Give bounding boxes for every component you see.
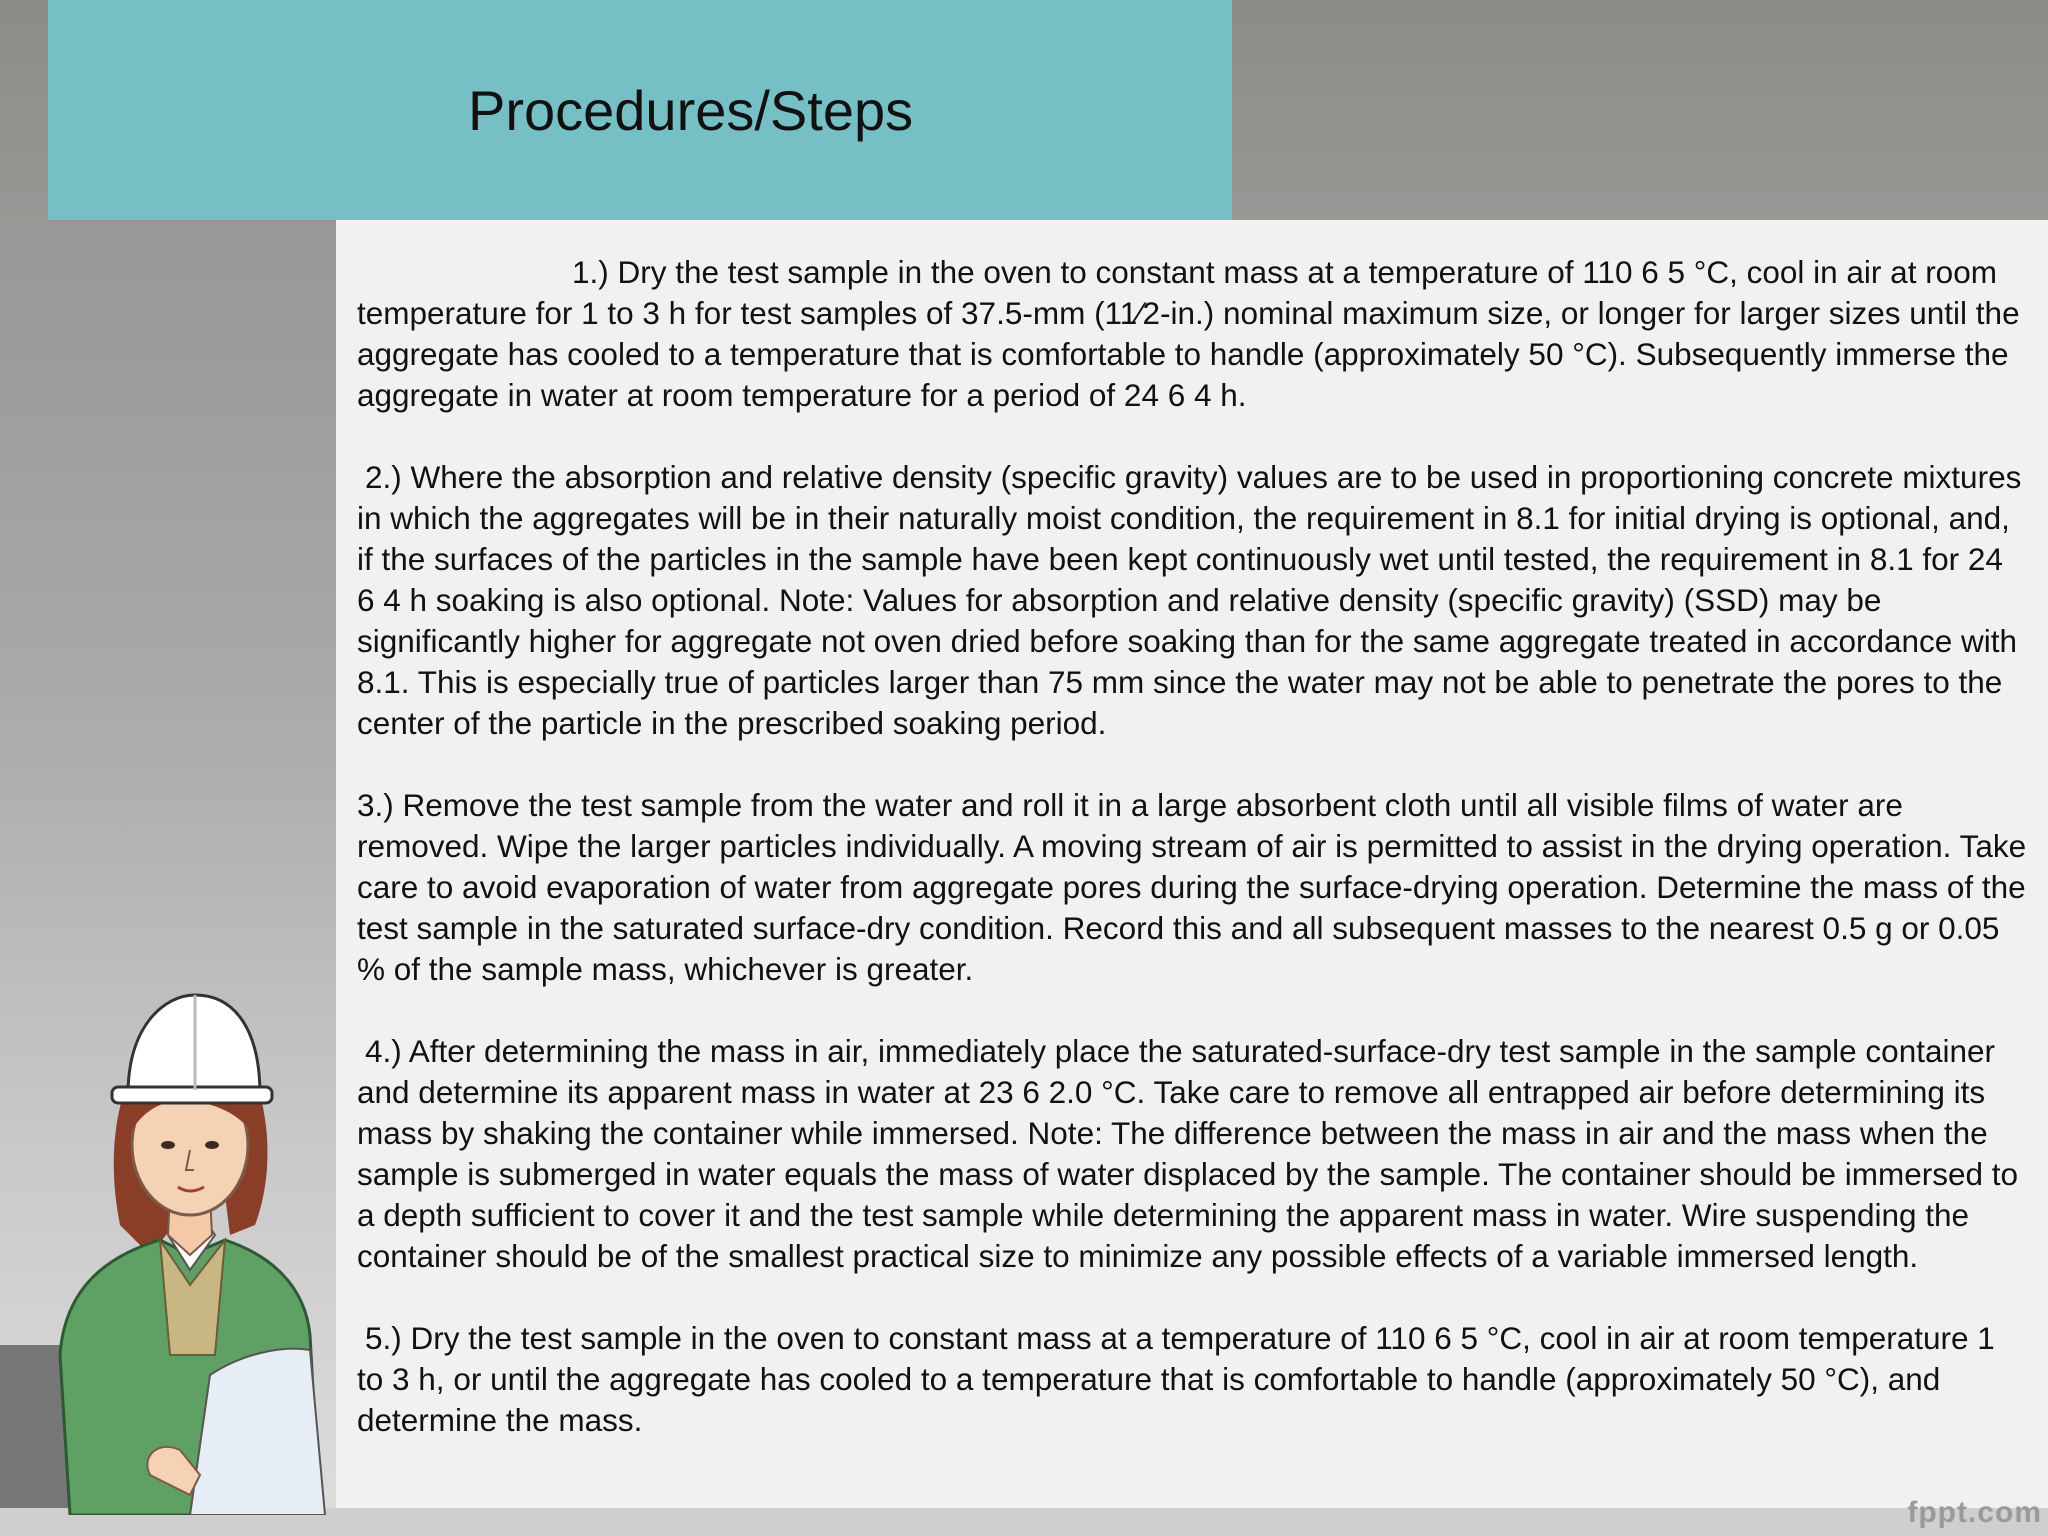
step-5: 5.) Dry the test sample in the oven to constant mass at a temperature of 110 6 5 °C, cool in air at room temperature 1 to 3 h, or until the aggregate has cooled to a temperature that is comfortable to handle (approximately 50 °C), and determine the mass. (357, 1320, 1995, 1438)
slide-title: Procedures/Steps (468, 79, 914, 142)
engineer-woman-hardhat-icon (40, 955, 340, 1515)
step-1: 1.) Dry the test sample in the oven to constant mass at a temperature of 110 6 5 °C, cool in air at room temperature for 1 to 3 h for test samples of 37.5-mm (11⁄2-in.) nominal maximum size, or longer for larger sizes until the aggregate has cooled to a temperature that is comfortable to handle (approximately 50 °C). Subsequently immerse the aggregate in water at room temperature for a period of 24 6 4 h. (357, 254, 2020, 413)
watermark-logo: fppt.com (1907, 1496, 2042, 1529)
steps-list (357, 252, 2029, 1482)
step-4: 4.) After determining the mass in air, immediately place the saturated-surface-dry test sample in the sample container and determine its apparent mass in water at 23 6 2.0 °C. Take care to remove all entrapped air before determining its mass by shaking the container while immersed. Note: The difference between the mass in air and the mass when the sample is submerged in water equals the mass of water displaced by the sample. The container should be immersed to a depth sufficient to cover it and the test sample while determining the apparent mass in water. Wire suspending the container should be of the smallest practical size to minimize any possible effects of a variable immersed length. (357, 1033, 2019, 1274)
step-2: 2.) Where the absorption and relative density (specific gravity) values are to be used in proportioning concrete mixtures in which the aggregates will be in their naturally moist condition, the requirement in 8.1 for initial drying is optional, and, if the surfaces of the particles in the sample have been kept continuously wet until tested, the requirement in 8.1 for 24 6 4 h soaking is also optional. Note: Values for absorption and relative density (specific gravity) (SSD) may be significantly higher for aggregate not oven dried before soaking than for the same aggregate treated in accordance with 8.1. This is especially true of particles larger than 75 mm since the water may not be able to penetrate the pores to the center of the particle in the prescribed soaking period. (357, 459, 2022, 741)
step-3: 3.) Remove the test sample from the water and roll it in a large absorbent cloth until all visible films of water are removed. Wipe the larger particles individually. A moving stream of air is permitted to assist in the drying operation. Take care to avoid evaporation of water from aggregate pores during the surface-drying operation. Determine the mass of the test sample in the saturated surface-dry condition. Record this and all subsequent masses to the nearest 0.5 g or 0.05 % of the sample mass, whichever is greater. (357, 787, 2027, 987)
title-box (48, 0, 1232, 220)
